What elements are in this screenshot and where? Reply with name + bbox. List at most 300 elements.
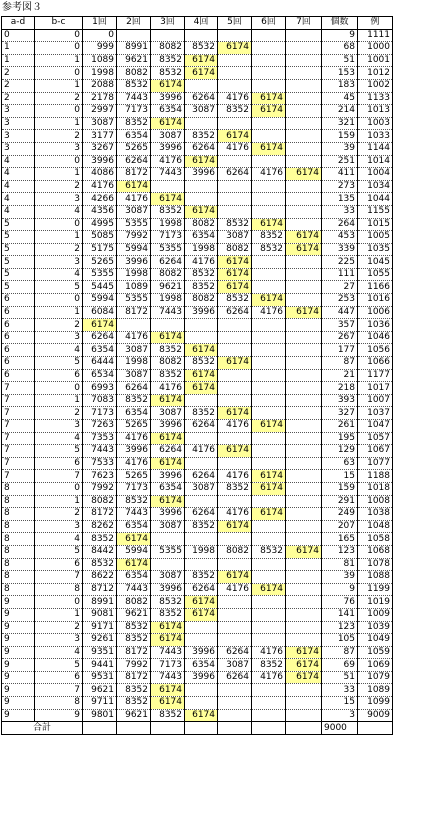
cell-step-3[interactable]: 5355 [151, 545, 185, 558]
cell-step-2[interactable]: 3087 [117, 344, 151, 357]
cell-count[interactable]: 135 [322, 193, 358, 206]
cell-count[interactable]: 357 [322, 319, 358, 332]
cell-b-minus-c[interactable]: 6 [35, 558, 83, 571]
cell-step-6[interactable] [252, 180, 286, 193]
cell-example[interactable]: 1019 [358, 596, 393, 609]
cell-a-minus-d[interactable]: 3 [2, 142, 35, 155]
cell-step-3[interactable] [151, 533, 185, 546]
cell-example[interactable]: 9009 [358, 709, 393, 722]
cell-step-7[interactable] [286, 54, 322, 67]
cell-b-minus-c[interactable]: 3 [35, 520, 83, 533]
cell-step-6[interactable]: 8532 [252, 243, 286, 256]
cell-example[interactable]: 1004 [358, 168, 393, 181]
cell-example[interactable]: 1068 [358, 545, 393, 558]
cell-example[interactable]: 1013 [358, 105, 393, 118]
cell-step-7[interactable] [286, 470, 322, 483]
cell-step-7[interactable] [286, 29, 322, 42]
cell-step-7[interactable]: 6174 [286, 671, 322, 684]
cell-step-5[interactable]: 6264 [218, 671, 252, 684]
total-empty-cell[interactable] [252, 722, 286, 735]
cell-step-4[interactable]: 3996 [185, 168, 218, 181]
cell-step-3[interactable]: 6174 [151, 117, 185, 130]
cell-step-3[interactable]: 8352 [151, 709, 185, 722]
cell-step-7[interactable] [286, 268, 322, 281]
cell-step-7[interactable] [286, 508, 322, 521]
cell-step-5[interactable]: 6174 [218, 268, 252, 281]
cell-step-1[interactable]: 7533 [83, 457, 117, 470]
cell-step-2[interactable]: 7173 [117, 482, 151, 495]
cell-step-7[interactable] [286, 180, 322, 193]
cell-step-5[interactable] [218, 369, 252, 382]
cell-step-1[interactable]: 3177 [83, 130, 117, 143]
cell-a-minus-d[interactable]: 0 [2, 29, 35, 42]
cell-step-7[interactable] [286, 142, 322, 155]
cell-example[interactable]: 1144 [358, 142, 393, 155]
cell-step-1[interactable]: 6354 [83, 344, 117, 357]
cell-example[interactable]: 1038 [358, 508, 393, 521]
total-empty-cell[interactable] [286, 722, 322, 735]
cell-step-2[interactable]: 6264 [117, 382, 151, 395]
cell-step-2[interactable]: 3996 [117, 445, 151, 458]
cell-step-2[interactable]: 8172 [117, 671, 151, 684]
cell-step-4[interactable]: 6174 [185, 205, 218, 218]
cell-b-minus-c[interactable]: 2 [35, 243, 83, 256]
cell-step-4[interactable] [185, 193, 218, 206]
cell-b-minus-c[interactable]: 1 [35, 79, 83, 92]
cell-step-1[interactable]: 7173 [83, 407, 117, 420]
cell-step-6[interactable]: 8532 [252, 545, 286, 558]
cell-step-7[interactable]: 6174 [286, 659, 322, 672]
cell-step-4[interactable]: 8352 [185, 130, 218, 143]
cell-step-1[interactable]: 7443 [83, 445, 117, 458]
cell-step-6[interactable]: 6174 [252, 508, 286, 521]
cell-count[interactable]: 273 [322, 180, 358, 193]
cell-step-3[interactable]: 3087 [151, 571, 185, 584]
cell-step-4[interactable]: 6174 [185, 382, 218, 395]
cell-step-1[interactable]: 7353 [83, 432, 117, 445]
cell-count[interactable]: 21 [322, 369, 358, 382]
cell-step-5[interactable] [218, 709, 252, 722]
cell-example[interactable]: 1188 [358, 470, 393, 483]
cell-step-4[interactable]: 8082 [185, 294, 218, 307]
cell-step-7[interactable] [286, 457, 322, 470]
cell-b-minus-c[interactable]: 0 [35, 218, 83, 231]
header-a-minus-d[interactable]: a-d [2, 17, 35, 30]
cell-step-1[interactable]: 7623 [83, 470, 117, 483]
cell-step-3[interactable]: 6174 [151, 457, 185, 470]
cell-step-2[interactable]: 8991 [117, 42, 151, 55]
cell-step-5[interactable] [218, 331, 252, 344]
cell-step-3[interactable] [151, 558, 185, 571]
cell-a-minus-d[interactable]: 7 [2, 382, 35, 395]
cell-b-minus-c[interactable]: 3 [35, 256, 83, 269]
cell-step-4[interactable]: 6264 [185, 420, 218, 433]
cell-step-7[interactable] [286, 331, 322, 344]
cell-step-7[interactable] [286, 621, 322, 634]
total-empty-cell[interactable] [218, 722, 252, 735]
cell-step-1[interactable]: 8352 [83, 533, 117, 546]
cell-step-5[interactable]: 6174 [218, 571, 252, 584]
cell-step-1[interactable]: 9441 [83, 659, 117, 672]
cell-a-minus-d[interactable]: 6 [2, 344, 35, 357]
cell-step-6[interactable]: 4176 [252, 646, 286, 659]
cell-step-1[interactable]: 9801 [83, 709, 117, 722]
cell-step-6[interactable] [252, 256, 286, 269]
cell-step-5[interactable] [218, 558, 252, 571]
cell-example[interactable]: 1000 [358, 42, 393, 55]
cell-step-7[interactable] [286, 571, 322, 584]
cell-step-2[interactable]: 4176 [117, 457, 151, 470]
cell-count[interactable]: 264 [322, 218, 358, 231]
cell-b-minus-c[interactable]: 6 [35, 671, 83, 684]
cell-step-2[interactable]: 3087 [117, 205, 151, 218]
cell-example[interactable]: 1088 [358, 571, 393, 584]
cell-step-2[interactable]: 8532 [117, 621, 151, 634]
cell-step-2[interactable]: 4176 [117, 331, 151, 344]
cell-a-minus-d[interactable]: 8 [2, 545, 35, 558]
cell-example[interactable]: 1033 [358, 130, 393, 143]
cell-step-4[interactable] [185, 394, 218, 407]
cell-step-3[interactable]: 6174 [151, 634, 185, 647]
cell-count[interactable]: 15 [322, 697, 358, 710]
cell-b-minus-c[interactable]: 4 [35, 344, 83, 357]
cell-step-4[interactable] [185, 495, 218, 508]
cell-step-2[interactable]: 7173 [117, 105, 151, 118]
cell-a-minus-d[interactable]: 9 [2, 671, 35, 684]
cell-count[interactable]: 45 [322, 92, 358, 105]
header-example[interactable]: 例 [358, 17, 393, 30]
cell-b-minus-c[interactable]: 3 [35, 331, 83, 344]
cell-step-3[interactable]: 3996 [151, 508, 185, 521]
cell-step-5[interactable] [218, 117, 252, 130]
cell-step-1[interactable]: 5355 [83, 268, 117, 281]
cell-step-6[interactable]: 4176 [252, 671, 286, 684]
cell-b-minus-c[interactable]: 5 [35, 357, 83, 370]
cell-b-minus-c[interactable]: 6 [35, 457, 83, 470]
cell-step-2[interactable]: 3087 [117, 369, 151, 382]
cell-step-1[interactable]: 8712 [83, 583, 117, 596]
cell-example[interactable]: 1007 [358, 394, 393, 407]
header-step-5[interactable]: 5回 [218, 17, 252, 30]
cell-count[interactable]: 81 [322, 558, 358, 571]
cell-b-minus-c[interactable]: 2 [35, 180, 83, 193]
cell-count[interactable]: 267 [322, 331, 358, 344]
cell-step-1[interactable]: 7992 [83, 482, 117, 495]
cell-example[interactable]: 1014 [358, 155, 393, 168]
cell-count[interactable]: 453 [322, 231, 358, 244]
cell-example[interactable]: 1006 [358, 306, 393, 319]
cell-a-minus-d[interactable]: 9 [2, 709, 35, 722]
cell-step-5[interactable]: 4176 [218, 420, 252, 433]
cell-count[interactable]: 39 [322, 571, 358, 584]
cell-b-minus-c[interactable]: 0 [35, 29, 83, 42]
cell-step-2[interactable]: 6354 [117, 571, 151, 584]
cell-a-minus-d[interactable]: 9 [2, 697, 35, 710]
cell-step-3[interactable]: 3087 [151, 130, 185, 143]
cell-step-1[interactable]: 5994 [83, 294, 117, 307]
cell-b-minus-c[interactable]: 0 [35, 294, 83, 307]
cell-step-5[interactable] [218, 79, 252, 92]
cell-step-1[interactable]: 3996 [83, 155, 117, 168]
cell-example[interactable]: 1067 [358, 445, 393, 458]
cell-step-2[interactable]: 1089 [117, 281, 151, 294]
cell-step-1[interactable]: 7083 [83, 394, 117, 407]
cell-step-6[interactable] [252, 432, 286, 445]
cell-a-minus-d[interactable]: 4 [2, 155, 35, 168]
cell-a-minus-d[interactable]: 8 [2, 571, 35, 584]
cell-step-5[interactable]: 6174 [218, 357, 252, 370]
cell-step-7[interactable] [286, 42, 322, 55]
cell-b-minus-c[interactable]: 4 [35, 432, 83, 445]
cell-step-5[interactable]: 8352 [218, 482, 252, 495]
cell-step-2[interactable]: 8352 [117, 697, 151, 710]
cell-b-minus-c[interactable]: 5 [35, 659, 83, 672]
cell-example[interactable]: 1036 [358, 319, 393, 332]
cell-step-3[interactable] [151, 29, 185, 42]
cell-step-4[interactable]: 6174 [185, 54, 218, 67]
cell-example[interactable]: 1166 [358, 281, 393, 294]
cell-example[interactable]: 1017 [358, 382, 393, 395]
cell-a-minus-d[interactable]: 4 [2, 205, 35, 218]
cell-step-4[interactable] [185, 621, 218, 634]
cell-step-4[interactable] [185, 684, 218, 697]
cell-step-1[interactable]: 9711 [83, 697, 117, 710]
cell-b-minus-c[interactable]: 0 [35, 42, 83, 55]
cell-step-7[interactable] [286, 445, 322, 458]
cell-example[interactable]: 1046 [358, 331, 393, 344]
cell-step-1[interactable]: 9261 [83, 634, 117, 647]
cell-step-7[interactable] [286, 634, 322, 647]
cell-b-minus-c[interactable]: 6 [35, 369, 83, 382]
cell-a-minus-d[interactable]: 5 [2, 243, 35, 256]
cell-count[interactable]: 153 [322, 67, 358, 80]
cell-step-7[interactable]: 6174 [286, 243, 322, 256]
cell-step-2[interactable]: 1998 [117, 357, 151, 370]
cell-step-1[interactable]: 9171 [83, 621, 117, 634]
cell-step-5[interactable] [218, 621, 252, 634]
cell-step-3[interactable]: 6174 [151, 495, 185, 508]
cell-step-3[interactable]: 6264 [151, 445, 185, 458]
cell-count[interactable]: 253 [322, 294, 358, 307]
cell-b-minus-c[interactable]: 0 [35, 482, 83, 495]
cell-step-3[interactable]: 6174 [151, 697, 185, 710]
cell-step-4[interactable] [185, 558, 218, 571]
header-step-4[interactable]: 4回 [185, 17, 218, 30]
cell-step-5[interactable] [218, 29, 252, 42]
cell-b-minus-c[interactable]: 0 [35, 105, 83, 118]
cell-step-3[interactable]: 7443 [151, 168, 185, 181]
cell-step-2[interactable]: 6174 [117, 180, 151, 193]
cell-step-5[interactable] [218, 155, 252, 168]
cell-step-3[interactable]: 7173 [151, 659, 185, 672]
cell-step-3[interactable]: 4176 [151, 155, 185, 168]
cell-count[interactable]: 393 [322, 394, 358, 407]
cell-step-2[interactable]: 7992 [117, 659, 151, 672]
cell-step-2[interactable]: 7443 [117, 92, 151, 105]
cell-step-7[interactable] [286, 92, 322, 105]
cell-b-minus-c[interactable]: 3 [35, 420, 83, 433]
cell-step-3[interactable]: 7443 [151, 646, 185, 659]
cell-step-4[interactable]: 3996 [185, 646, 218, 659]
cell-step-7[interactable] [286, 697, 322, 710]
cell-a-minus-d[interactable]: 9 [2, 684, 35, 697]
cell-step-2[interactable]: 8352 [117, 634, 151, 647]
cell-step-4[interactable]: 8352 [185, 520, 218, 533]
cell-a-minus-d[interactable]: 5 [2, 256, 35, 269]
cell-step-3[interactable]: 8352 [151, 369, 185, 382]
header-step-2[interactable]: 2回 [117, 17, 151, 30]
cell-step-2[interactable]: 7443 [117, 583, 151, 596]
cell-step-2[interactable]: 3996 [117, 256, 151, 269]
cell-step-3[interactable]: 8352 [151, 608, 185, 621]
cell-step-6[interactable] [252, 205, 286, 218]
cell-step-5[interactable]: 3087 [218, 659, 252, 672]
cell-step-3[interactable]: 6174 [151, 79, 185, 92]
cell-step-5[interactable] [218, 180, 252, 193]
cell-a-minus-d[interactable]: 8 [2, 482, 35, 495]
cell-step-5[interactable]: 6174 [218, 42, 252, 55]
cell-step-1[interactable]: 2088 [83, 79, 117, 92]
cell-step-3[interactable]: 3996 [151, 142, 185, 155]
cell-b-minus-c[interactable]: 7 [35, 684, 83, 697]
cell-b-minus-c[interactable]: 7 [35, 470, 83, 483]
cell-step-5[interactable]: 6174 [218, 520, 252, 533]
cell-a-minus-d[interactable]: 4 [2, 193, 35, 206]
cell-step-7[interactable] [286, 520, 322, 533]
cell-step-6[interactable] [252, 709, 286, 722]
cell-step-3[interactable]: 6174 [151, 193, 185, 206]
cell-b-minus-c[interactable]: 2 [35, 407, 83, 420]
cell-step-1[interactable]: 4266 [83, 193, 117, 206]
cell-example[interactable]: 1069 [358, 659, 393, 672]
cell-step-3[interactable]: 6354 [151, 105, 185, 118]
cell-step-5[interactable] [218, 457, 252, 470]
cell-step-4[interactable] [185, 432, 218, 445]
cell-step-7[interactable] [286, 205, 322, 218]
cell-count[interactable]: 39 [322, 142, 358, 155]
cell-example[interactable]: 1005 [358, 231, 393, 244]
cell-step-5[interactable]: 6174 [218, 130, 252, 143]
cell-step-4[interactable]: 6264 [185, 142, 218, 155]
cell-a-minus-d[interactable]: 8 [2, 520, 35, 533]
cell-step-2[interactable] [117, 319, 151, 332]
cell-step-6[interactable] [252, 621, 286, 634]
cell-example[interactable]: 1048 [358, 520, 393, 533]
cell-example[interactable]: 1015 [358, 218, 393, 231]
cell-step-2[interactable]: 7992 [117, 231, 151, 244]
cell-example[interactable]: 1177 [358, 369, 393, 382]
cell-a-minus-d[interactable]: 8 [2, 495, 35, 508]
cell-b-minus-c[interactable]: 8 [35, 697, 83, 710]
cell-step-6[interactable] [252, 193, 286, 206]
cell-step-5[interactable] [218, 634, 252, 647]
cell-a-minus-d[interactable]: 1 [2, 42, 35, 55]
cell-a-minus-d[interactable]: 7 [2, 420, 35, 433]
cell-a-minus-d[interactable]: 6 [2, 369, 35, 382]
cell-a-minus-d[interactable]: 9 [2, 659, 35, 672]
cell-example[interactable]: 1001 [358, 54, 393, 67]
cell-example[interactable]: 1077 [358, 457, 393, 470]
cell-step-2[interactable]: 6354 [117, 130, 151, 143]
cell-step-6[interactable] [252, 54, 286, 67]
cell-b-minus-c[interactable]: 1 [35, 117, 83, 130]
cell-step-6[interactable]: 6174 [252, 470, 286, 483]
cell-count[interactable]: 15 [322, 470, 358, 483]
cell-b-minus-c[interactable]: 5 [35, 445, 83, 458]
cell-step-4[interactable]: 6354 [185, 659, 218, 672]
cell-count[interactable]: 321 [322, 117, 358, 130]
cell-count[interactable]: 141 [322, 608, 358, 621]
cell-b-minus-c[interactable]: 2 [35, 92, 83, 105]
cell-count[interactable]: 411 [322, 168, 358, 181]
cell-step-4[interactable]: 6264 [185, 508, 218, 521]
cell-count[interactable]: 207 [322, 520, 358, 533]
cell-step-1[interactable]: 5265 [83, 256, 117, 269]
cell-step-5[interactable] [218, 382, 252, 395]
cell-a-minus-d[interactable]: 1 [2, 54, 35, 67]
cell-example[interactable]: 1078 [358, 558, 393, 571]
cell-step-4[interactable]: 6174 [185, 67, 218, 80]
cell-step-5[interactable] [218, 319, 252, 332]
cell-step-7[interactable]: 6174 [286, 545, 322, 558]
cell-step-3[interactable]: 8352 [151, 344, 185, 357]
cell-step-1[interactable]: 8991 [83, 596, 117, 609]
cell-b-minus-c[interactable]: 1 [35, 168, 83, 181]
cell-step-7[interactable]: 6174 [286, 306, 322, 319]
cell-step-6[interactable] [252, 608, 286, 621]
cell-example[interactable]: 1089 [358, 684, 393, 697]
cell-a-minus-d[interactable]: 7 [2, 407, 35, 420]
cell-step-6[interactable] [252, 596, 286, 609]
cell-step-5[interactable] [218, 533, 252, 546]
cell-step-7[interactable] [286, 281, 322, 294]
cell-step-2[interactable]: 9621 [117, 608, 151, 621]
header-b-minus-c[interactable]: b-c [35, 17, 83, 30]
cell-step-7[interactable] [286, 407, 322, 420]
cell-step-1[interactable]: 6174 [83, 319, 117, 332]
cell-step-6[interactable] [252, 117, 286, 130]
cell-b-minus-c[interactable]: 2 [35, 319, 83, 332]
cell-step-5[interactable]: 4176 [218, 92, 252, 105]
cell-step-3[interactable]: 8532 [151, 596, 185, 609]
cell-step-3[interactable]: 8352 [151, 54, 185, 67]
cell-step-3[interactable]: 6174 [151, 684, 185, 697]
cell-step-6[interactable]: 8352 [252, 659, 286, 672]
cell-step-4[interactable]: 8352 [185, 281, 218, 294]
cell-step-1[interactable]: 6084 [83, 306, 117, 319]
cell-step-7[interactable] [286, 583, 322, 596]
cell-step-6[interactable] [252, 344, 286, 357]
cell-step-6[interactable] [252, 357, 286, 370]
cell-step-3[interactable]: 8082 [151, 42, 185, 55]
header-step-7[interactable]: 7回 [286, 17, 322, 30]
cell-step-3[interactable]: 9621 [151, 281, 185, 294]
cell-count[interactable]: 3 [322, 709, 358, 722]
cell-step-7[interactable]: 6174 [286, 646, 322, 659]
cell-step-5[interactable] [218, 697, 252, 710]
cell-step-6[interactable] [252, 445, 286, 458]
cell-a-minus-d[interactable]: 3 [2, 130, 35, 143]
cell-step-4[interactable]: 3996 [185, 306, 218, 319]
cell-step-1[interactable]: 1998 [83, 67, 117, 80]
cell-b-minus-c[interactable]: 1 [35, 495, 83, 508]
cell-b-minus-c[interactable]: 8 [35, 583, 83, 596]
cell-count[interactable]: 225 [322, 256, 358, 269]
cell-step-7[interactable] [286, 67, 322, 80]
cell-step-5[interactable] [218, 608, 252, 621]
cell-b-minus-c[interactable]: 1 [35, 394, 83, 407]
cell-step-4[interactable] [185, 457, 218, 470]
